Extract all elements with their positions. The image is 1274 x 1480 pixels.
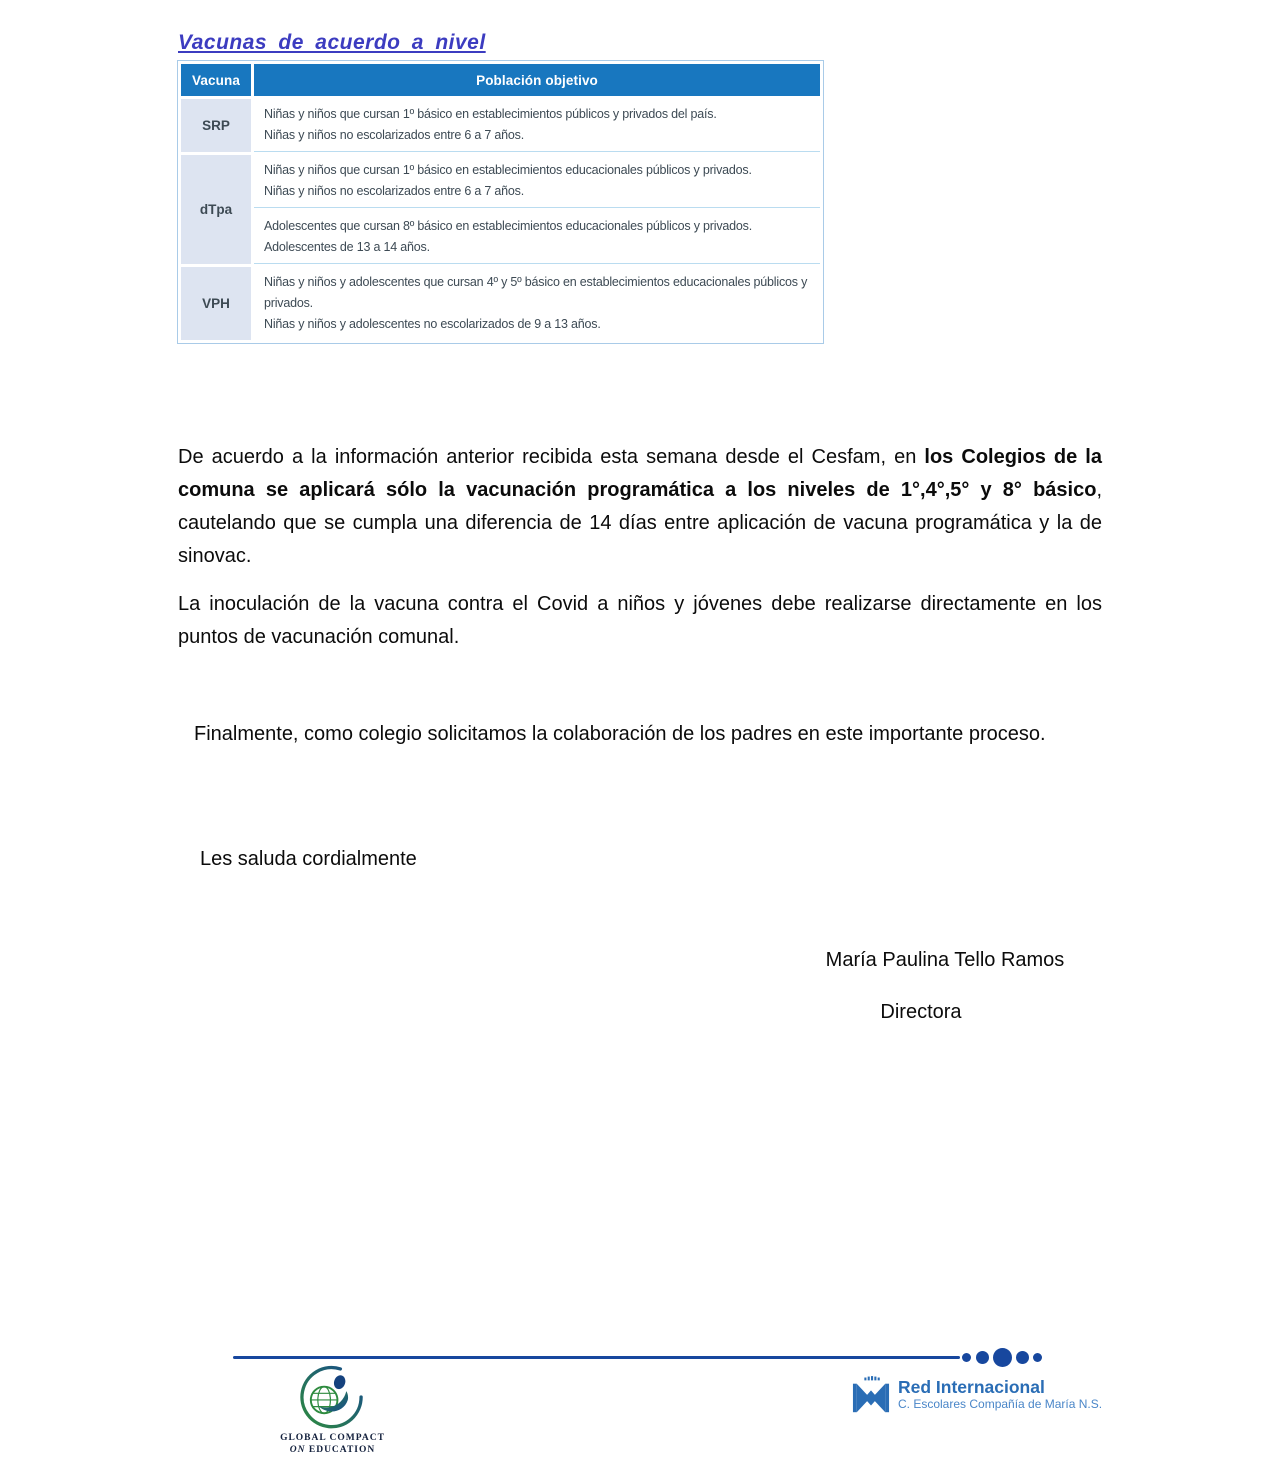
- footer-dot: [976, 1351, 989, 1364]
- paragraph-inoculacion: La inoculación de la vacuna contra el Covid a niños y jóvenes debe realizarse directamente en los puntos de vacunación comunal.: [178, 593, 1102, 648]
- logo-text-line1: GLOBAL COMPACT: [280, 1433, 385, 1443]
- desc-line: Niñas y niños y adolescentes no escolarizados de 9 a 13 años.: [264, 317, 601, 331]
- footer-divider-line: [233, 1356, 960, 1359]
- desc-line: Niñas y niños que cursan 1º básico en establecimientos educacionales públicos y privados.: [264, 163, 752, 177]
- red-internacional-logo: [852, 1376, 1102, 1418]
- global-compact-logo: [255, 1363, 410, 1456]
- desc-line: Niñas y niños no escolarizados entre 6 a 7 años.: [264, 184, 525, 198]
- global-compact-logo-text: [255, 1432, 410, 1456]
- signature-role: Directora: [880, 1001, 962, 1023]
- vaccine-desc-vph: [254, 267, 820, 340]
- vaccine-name-vph: VPH: [181, 267, 251, 340]
- column-header-vacuna: Vacuna: [181, 64, 251, 96]
- table-row-srp: [181, 99, 820, 152]
- logo-text-line2: [255, 1444, 410, 1456]
- footer-dot: [1033, 1353, 1042, 1362]
- logo-subtitle: C. Escolares Compañía de María N.S.: [898, 1397, 1103, 1411]
- table-row-dtpa-1: [181, 155, 820, 208]
- red-internacional-text: [898, 1376, 1102, 1412]
- closing-salutation: Les saluda cordialmente: [200, 848, 417, 870]
- table-row-dtpa-2: [181, 211, 820, 264]
- vaccine-name-srp: SRP: [181, 99, 251, 152]
- globe-person-logo-icon: [296, 1363, 370, 1431]
- vaccine-table: [178, 61, 823, 343]
- logo-title: Red Internacional: [898, 1377, 1045, 1397]
- column-header-poblacion: Población objetivo: [254, 64, 820, 96]
- signature-name: María Paulina Tello Ramos: [825, 949, 1065, 971]
- vaccine-desc-srp: [254, 99, 820, 152]
- page-title: Vacunas de acuerdo a nivel: [178, 31, 486, 54]
- desc-line: Niñas y niños y adolescentes que cursan 4º y 5º básico en establecimientos educacionales públicos y privados.: [264, 275, 808, 310]
- desc-line: Niñas y niños no escolarizados entre 6 a 7 años.: [264, 128, 525, 142]
- paragraph-bold-text: los Colegios de la comuna se aplicará sólo la vacunación programática a los niveles de 1°,4°,5° y 8° básico: [178, 446, 1102, 501]
- footer-dot: [993, 1348, 1012, 1367]
- desc-line: Adolescentes que cursan 8º básico en establecimientos educacionales públicos y privados.: [264, 219, 752, 233]
- table-row-vph: [181, 267, 820, 340]
- table-header-row: [181, 64, 820, 96]
- company-of-mary-monogram-icon: [852, 1376, 890, 1418]
- paragraph-finalmente: Finalmente, como colegio solicitamos la colaboración de los padres en este importante proceso.: [194, 723, 1046, 745]
- footer-dot: [962, 1353, 971, 1362]
- vaccine-name-dtpa: dTpa: [181, 155, 251, 264]
- vaccine-desc-dtpa-2: [254, 211, 820, 264]
- vaccine-desc-dtpa-1: [254, 155, 820, 208]
- desc-line: Niñas y niños que cursan 1º básico en establecimientos públicos y privados del país.: [264, 107, 717, 121]
- paragraph-cesfam-info: [178, 441, 1102, 573]
- paragraph-text: , cautelando que se cumpla una diferencia de 14 días entre aplicación de vacuna programática y la de sinovac.: [178, 479, 1102, 567]
- logo-text-on: ON: [289, 1445, 306, 1455]
- logo-text-education: EDUCATION: [305, 1445, 376, 1455]
- desc-line: Adolescentes de 13 a 14 años.: [264, 240, 430, 254]
- paragraph-text: De acuerdo a la información anterior recibida esta semana desde el Cesfam, en: [178, 446, 925, 468]
- footer-dot: [1016, 1351, 1029, 1364]
